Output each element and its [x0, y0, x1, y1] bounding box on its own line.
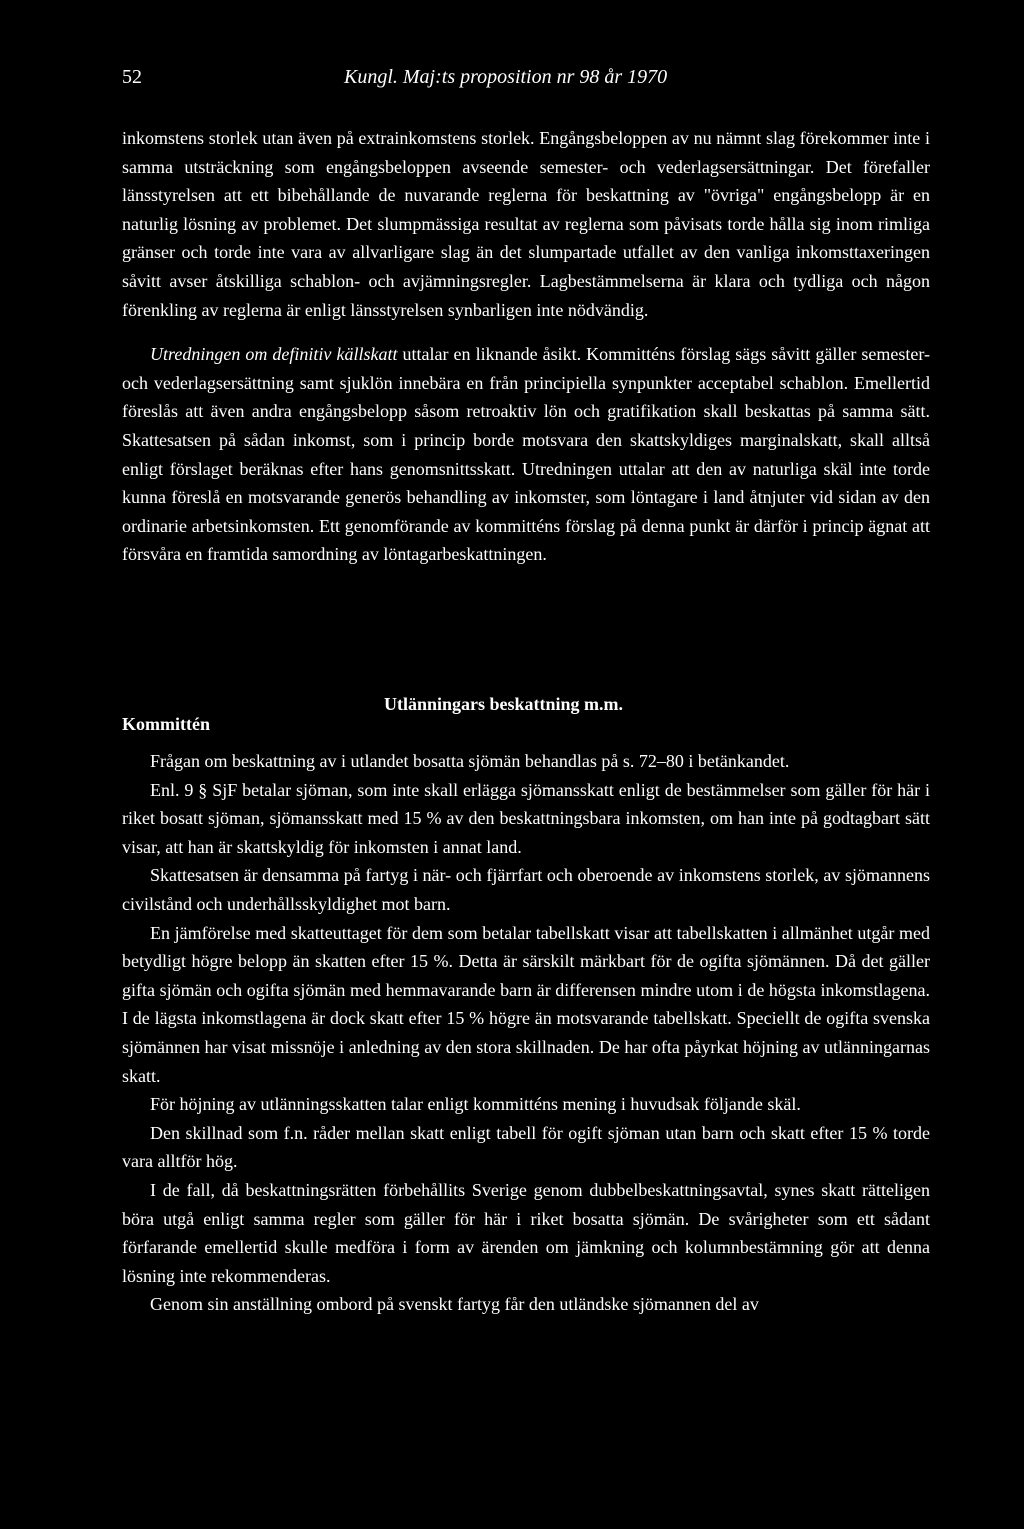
- section-2-paragraph-3: Skattesatsen är densamma på fartyg i när- och fjärrfart och oberoende av inkomstens storlek, av sjömannens civilstånd och underhållsskyldighet mot barn.: [122, 865, 930, 914]
- paragraph-1: inkomstens storlek utan även på extrainkomstens storlek. Engångsbeloppen av nu nämnt slag förekommer inte i samma utsträckning som engångsbeloppen avseende semester- och vederlagsersättningar. Det förefaller länsstyrelsen att ett bibehållande de nuvarande reglerna för beskattning av "övriga" engångsbelopp är en naturlig lösning av problemet. Det slumpmässiga resultat av reglerna som påvisats torde hålla sig inom rimliga gränser och torde inte vara av allvarligare slag än det slumpartade utfallet av den vanliga inkomsttaxeringen såvitt avser åtskilliga schablon- och avjämningsregler. Lagbestämmelserna är klara och tydliga och någon förenkling av reglerna är enligt länsstyrelsen synbarligen inte nödvändig.: [122, 128, 930, 320]
- page-number: 52: [122, 66, 142, 88]
- section-2-paragraph-8: Genom sin anställning ombord på svenskt fartyg får den utländske sjömannen del av: [150, 1294, 759, 1315]
- section-2-paragraph-1: Frågan om beskattning av i utlandet bosatta sjömän behandlas på s. 72–80 i betänkandet.: [150, 751, 790, 771]
- section-2-body: [122, 747, 930, 1319]
- running-title: Kungl. Maj:ts proposition nr 98 år 1970: [344, 66, 668, 88]
- paragraph-2-text: uttalar en liknande åsikt. Kommitténs förslag sägs såvitt gäller semester- och vederlagsersättning samt sjuklön innebära en från principiella synpunkter acceptabel schablon. Emellertid föreslås att även andra engångsbelopp såsom retroaktiv lön och gratifikation skall beskattas på samma sätt. Skattesatsen på sådan inkomst, som i princip borde motsvara den skattskyldiges marginalskatt, skall alltså enligt förslaget beräknas efter hans genomsnittsskatt. Utredningen uttalar att den av naturliga skäl inte torde kunna föreslå en motsvarande generös behandling av inkomster, som löntagare i land åtnjuter vid sidan av den ordinarie arbetsinkomsten. Ett genomförande av kommitténs förslag på denna punkt är därför i princip ägnat att försvåra en framtida samordning av löntagarbeskattningen.: [122, 344, 930, 565]
- section-2-paragraph-6: Den skillnad som f.n. råder mellan skatt enligt tabell för ogift sjöman utan barn och skatt efter 15 % torde vara alltför hög.: [122, 1122, 930, 1172]
- section-1-body: [122, 124, 930, 569]
- paragraph-2: [122, 340, 930, 569]
- section-2-title: Utlänningars beskattning m.m.: [384, 694, 624, 714]
- section-2-paragraph-2: Enl. 9 § SjF betalar sjöman, som inte skall erlägga sjömansskatt enligt de bestämmelser som gäller för här i riket bosatt sjöman, sjömansskatt med 15 % av den beskattningsbara inkomsten, om han inte på godtagbart sätt visar, att han är skattskyldig för inkomsten i annat land.: [122, 779, 930, 857]
- section-2-paragraph-5: För höjning av utlänningsskatten talar enligt kommitténs mening i huvudsak följande skäl.: [150, 1094, 801, 1115]
- paragraph-2-italic: Utredningen om definitiv källskatt: [150, 344, 398, 365]
- section-2-paragraph-4: En jämförelse med skatteuttaget för dem som betalar tabellskatt visar att tabellskatten i allmänhet utgår med betydligt högre belopp än skatten efter 15 %. Detta är särskilt märkbart för de ogifta sjömännen. Då det gäller gifta sjömän och ogifta sjömän med hemmavarande barn är differensen mindre utom i de högsta inkomstlagena. I de lägsta inkomstlagena är dock skatt efter 15 % högre än motsvarande tabellskatt. Speciellt de ogifta svenska sjömännen har visat missnöje i anledning av den stora skillnaden. De har ofta påyrkat höjning av utlänningarnas skatt.: [122, 922, 930, 1086]
- section-2-paragraph-7: I de fall, då beskattningsrätten förbehållits Sverige genom dubbelbeskattningsavtal, synes skatt rätteligen böra utgå enligt samma regler som gäller för här i riket bosatta sjömän. De svårigheter som ett sådant förfarande emellertid skulle medföra i form av ärenden om jämkning och kolumnbestämning gör att denna lösning inte rekommenderas.: [122, 1179, 930, 1286]
- section-2-subheading: Kommittén: [122, 714, 210, 734]
